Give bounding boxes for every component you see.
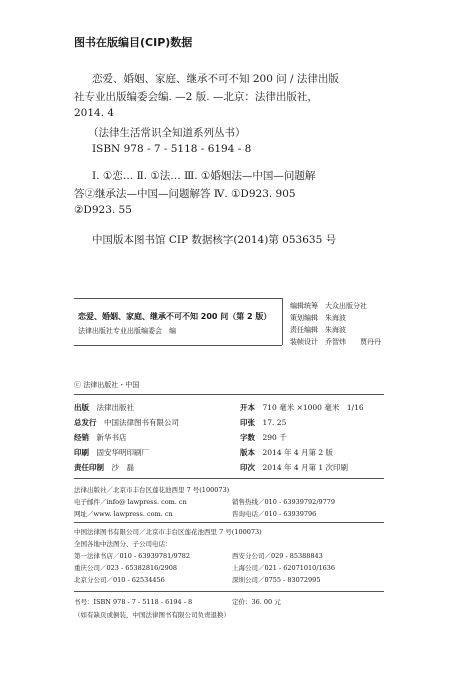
pub-left-row: 印刷 固安华明印刷厂 bbox=[74, 448, 149, 457]
staff-item: 责任编辑 朱海波 bbox=[290, 326, 346, 334]
pub-right-row: 版本 2014 年 4 月第 2 版 bbox=[240, 448, 334, 457]
cip-line-4: （法律生活常识全知道系列丛书） bbox=[88, 127, 246, 139]
branch-heading: 全国各地中法图分、子公司电话： bbox=[74, 540, 172, 548]
book-title: 恋爱、婚姻、家庭、继承不可不知 200 问（第 2 版） bbox=[78, 312, 272, 321]
pub-right-row: 印张 17. 25 bbox=[240, 418, 287, 427]
branch-phone: 深圳公司／0755 - 83072995 bbox=[232, 576, 321, 584]
footer-price: 定价：36. 00 元 bbox=[232, 598, 281, 606]
consult-phone: 咨询电话／010 - 63939796 bbox=[232, 510, 317, 518]
branch-phone: 重庆公司／023 - 65382816/2908 bbox=[74, 564, 178, 572]
book-editor: 法律出版社专业出版编委会 编 bbox=[78, 327, 176, 335]
branch-phone: 西安分公司／029 - 85388843 bbox=[232, 552, 323, 560]
pub-right-row: 开本 710 毫米 ×1000 毫米 1/16 bbox=[240, 403, 364, 412]
press-address: 法律出版社／北京市丰台区莲花池西里 7 号(100073) bbox=[74, 486, 230, 494]
branch-phone: 北京分公司／010 - 62534456 bbox=[74, 576, 165, 584]
footer-note: （如有缺页或倒装，中国法律图书有限公司负责退换） bbox=[74, 611, 230, 619]
pub-left-row: 经销 新华书店 bbox=[74, 433, 127, 442]
company-address: 中国法律图书有限公司／北京市丰台区莲花池西里 7 号(100073) bbox=[74, 528, 262, 536]
cip-line-1: 恋爱、婚姻、家庭、继承不可不知 200 问 / 法律出版 bbox=[92, 73, 339, 85]
cip-heading: 图书在版编目(CIP)数据 bbox=[74, 36, 193, 49]
pub-left-row: 责任印制 沙 磊 bbox=[74, 463, 134, 472]
staff-item: 编辑统筹 大众出版分社 bbox=[290, 302, 367, 310]
pub-left-row: 总发行 中国法律图书有限公司 bbox=[74, 418, 179, 427]
cip-isbn-line: ISBN 978 - 7 - 5118 - 6194 - 8 bbox=[92, 143, 252, 155]
copyright-line: ⓒ 法律出版社・中国 bbox=[74, 381, 140, 389]
pub-right-row: 印次 2014 年 4 月第 1 次印刷 bbox=[240, 463, 349, 472]
pub-left-row: 出版 法律出版社 bbox=[74, 403, 134, 412]
cip-line-2: 社专业出版编委会编. —2 版. —北京：法律出版社， bbox=[74, 91, 318, 103]
cip-line-3: 2014. 4 bbox=[74, 107, 115, 119]
footer-isbn: 书号：ISBN 978 - 7 - 5118 - 6194 - 8 bbox=[74, 598, 193, 606]
branch-phone: 上海公司／021 - 62071010/1636 bbox=[232, 564, 336, 572]
press-website: 网址／www. lawpress. com. cn bbox=[74, 510, 173, 518]
sales-hotline: 销售热线／010 - 63939792/9779 bbox=[232, 498, 336, 506]
staff-item: 装帧设计 乔智炜 贾丹丹 bbox=[290, 338, 381, 346]
branch-phone: 第一法律书店／010 - 63939781/9782 bbox=[74, 552, 191, 560]
cip-subject-line-1: Ⅰ. ①恋… Ⅱ. ①法… Ⅲ. ①婚姻法—中国—问题解 bbox=[92, 170, 316, 182]
cip-number: 中国版本图书馆 CIP 数据核字(2014)第 053635 号 bbox=[92, 234, 337, 246]
cip-subject-line-2: 答②继承法—中国—问题解答 Ⅳ. ①D923. 905 bbox=[74, 188, 296, 200]
press-email: 电子邮件／info@ lawpress. com. cn bbox=[74, 498, 187, 506]
pub-right-row: 字数 290 千 bbox=[240, 433, 287, 442]
cip-subject-line-3: ②D923. 55 bbox=[74, 204, 132, 216]
staff-item: 策划编辑 朱海波 bbox=[290, 314, 346, 322]
